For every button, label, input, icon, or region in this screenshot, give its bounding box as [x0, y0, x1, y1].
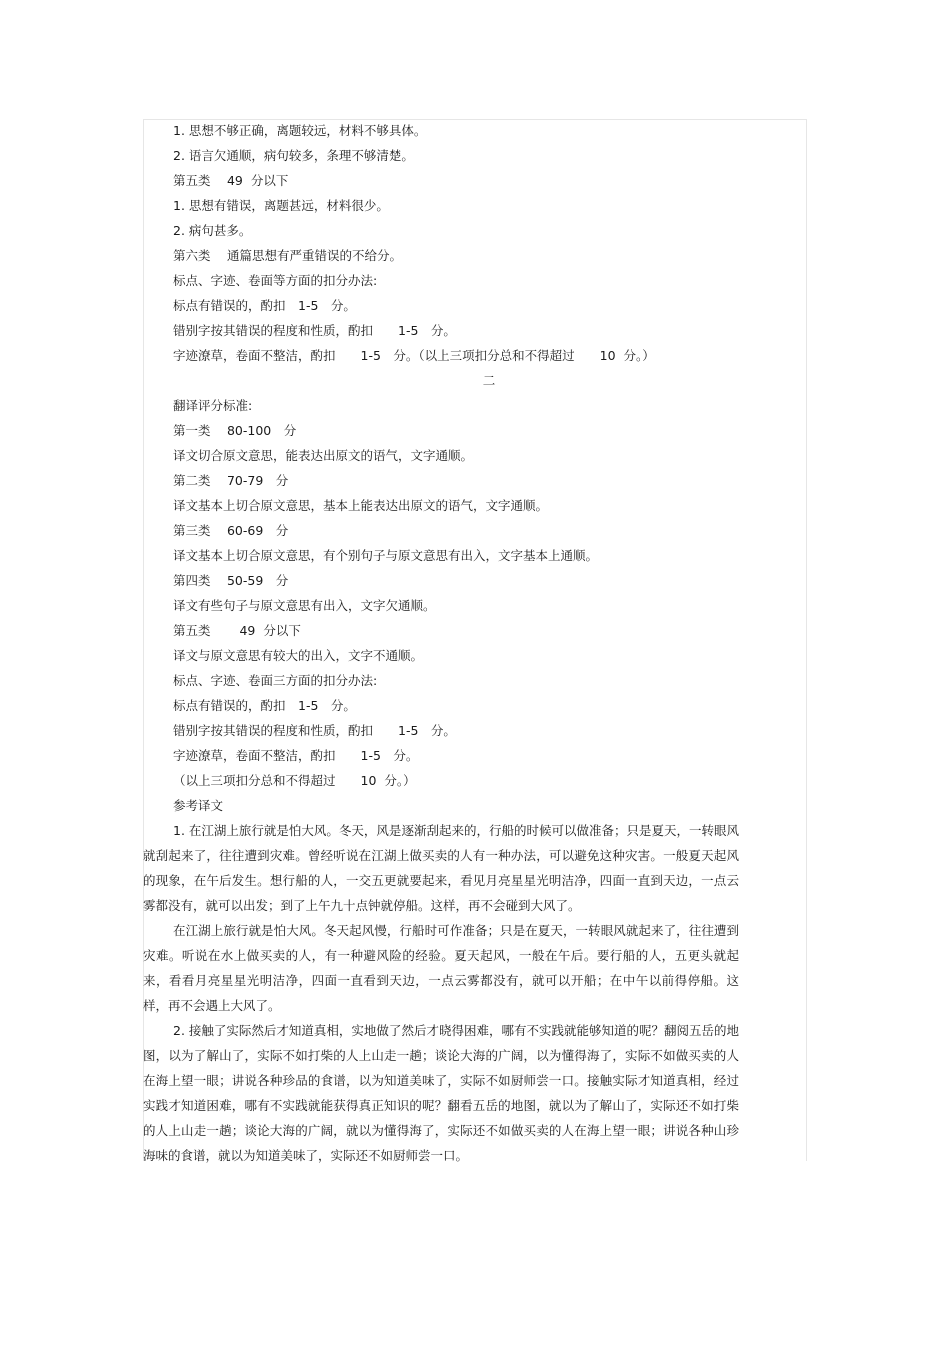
text-line: 字迹潦草，卷面不整洁，酌扣 1-5 分。（以上三项扣分总和不得超过 10 分。）	[173, 348, 655, 363]
text-line: 标点、字迹、卷面等方面的扣分办法:	[173, 273, 378, 288]
text-line: 1. 思想有错误，离题甚远，材料很少。	[173, 198, 389, 213]
text-line: 第二类 70-79 分	[173, 473, 289, 488]
text-line: 2. 语言欠通顺，病句较多，条理不够清楚。	[173, 148, 414, 163]
section-heading: 二	[482, 373, 496, 388]
text-line: （以上三项扣分总和不得超过 10 分。）	[173, 773, 416, 788]
text-line: 译文基本上切合原文意思，基本上能表达出原文的语气，文字通顺。	[173, 498, 549, 513]
text-line: 错别字按其错误的程度和性质，酌扣 1-5 分。	[173, 323, 456, 338]
text-line: 1. 思想不够正确，离题较远，材料不够具体。	[173, 123, 427, 138]
text-line: 字迹潦草，卷面不整洁，酌扣 1-5 分。	[173, 748, 419, 763]
paragraph: 2. 接触了实际然后才知道真相，实地做了然后才晓得困难，哪有不实践就能够知道的呢？翻阅五岳的地图，以为了解山了，实际不如打柴的人上山走一趟；谈论大海的广阔，以为懂得海了，实际不如做买卖的人在海上望一眼；讲说各种珍品的食谱，以为知道美味了，实际不如厨师尝一口。接触实际才知道真相，经过实践才知道困难，哪有不实践就能获得真正知识的呢？翻看五岳的地图，就以为了解山了，实际还不如打柴的人上山走一趟；谈论大海的广阔，就以为懂得海了，实际还不如做买卖的人在海上望一眼；讲说各种山珍海味的食谱，就以为知道美味了，实际还不如厨师尝一口。	[143, 1023, 739, 1163]
text-line: 翻译评分标准:	[173, 398, 253, 413]
text-line: 译文基本上切合原文意思，有个别句子与原文意思有出入，文字基本上通顺。	[173, 548, 599, 563]
paragraph: 1. 在江湖上旅行就是怕大风。冬天，风是逐渐刮起来的，行船的时候可以做准备；只是夏天，一转眼风就刮起来了，往往遭到灾难。曾经听说在江湖上做买卖的人有一种办法，可以避免这种灾害。一般夏天起风的现象，在午后发生。想行船的人，一交五更就要起来，看见月亮星星光明洁净，四面一直到天边，一点云雾都没有，就可以出发；到了上午九十点钟就停船。这样，再不会碰到大风了。	[143, 823, 739, 913]
text-line: 第五类 49 分以下	[173, 173, 289, 188]
text-line: 参考译文	[173, 798, 224, 813]
text-line: 第四类 50-59 分	[173, 573, 289, 588]
document-body	[143, 118, 743, 1168]
text-line: 标点有错误的，酌扣 1-5 分。	[173, 698, 356, 713]
text-line: 译文切合原文意思，能表达出原文的语气，文字通顺。	[173, 448, 474, 463]
text-line: 标点、字迹、卷面三方面的扣分办法:	[173, 673, 378, 688]
text-line: 2. 病句甚多。	[173, 223, 252, 238]
text-line: 译文有些句子与原文意思有出入，文字欠通顺。	[173, 598, 436, 613]
text-line: 第六类 通篇思想有严重错误的不给分。	[173, 248, 402, 263]
text-line: 标点有错误的，酌扣 1-5 分。	[173, 298, 356, 313]
paragraph: 在江湖上旅行就是怕大风。冬天起风慢，行船时可作准备；只是在夏天，一转眼风就起来了，往往遭到灾难。听说在水上做买卖的人，有一种避风险的经验。夏天起风，一般在午后。要行船的人，五更头就起来，看看月亮星星光明洁净，四面一直看到天边，一点云雾都没有，就可以开船；在中午以前得停船。这样，再不会遇上大风了。	[143, 923, 739, 1013]
text-line: 错别字按其错误的程度和性质，酌扣 1-5 分。	[173, 723, 456, 738]
text-line: 第三类 60-69 分	[173, 523, 289, 538]
text-line: 第五类 49 分以下	[173, 623, 301, 638]
text-line: 译文与原文意思有较大的出入，文字不通顺。	[173, 648, 424, 663]
text-line: 第一类 80-100 分	[173, 423, 297, 438]
